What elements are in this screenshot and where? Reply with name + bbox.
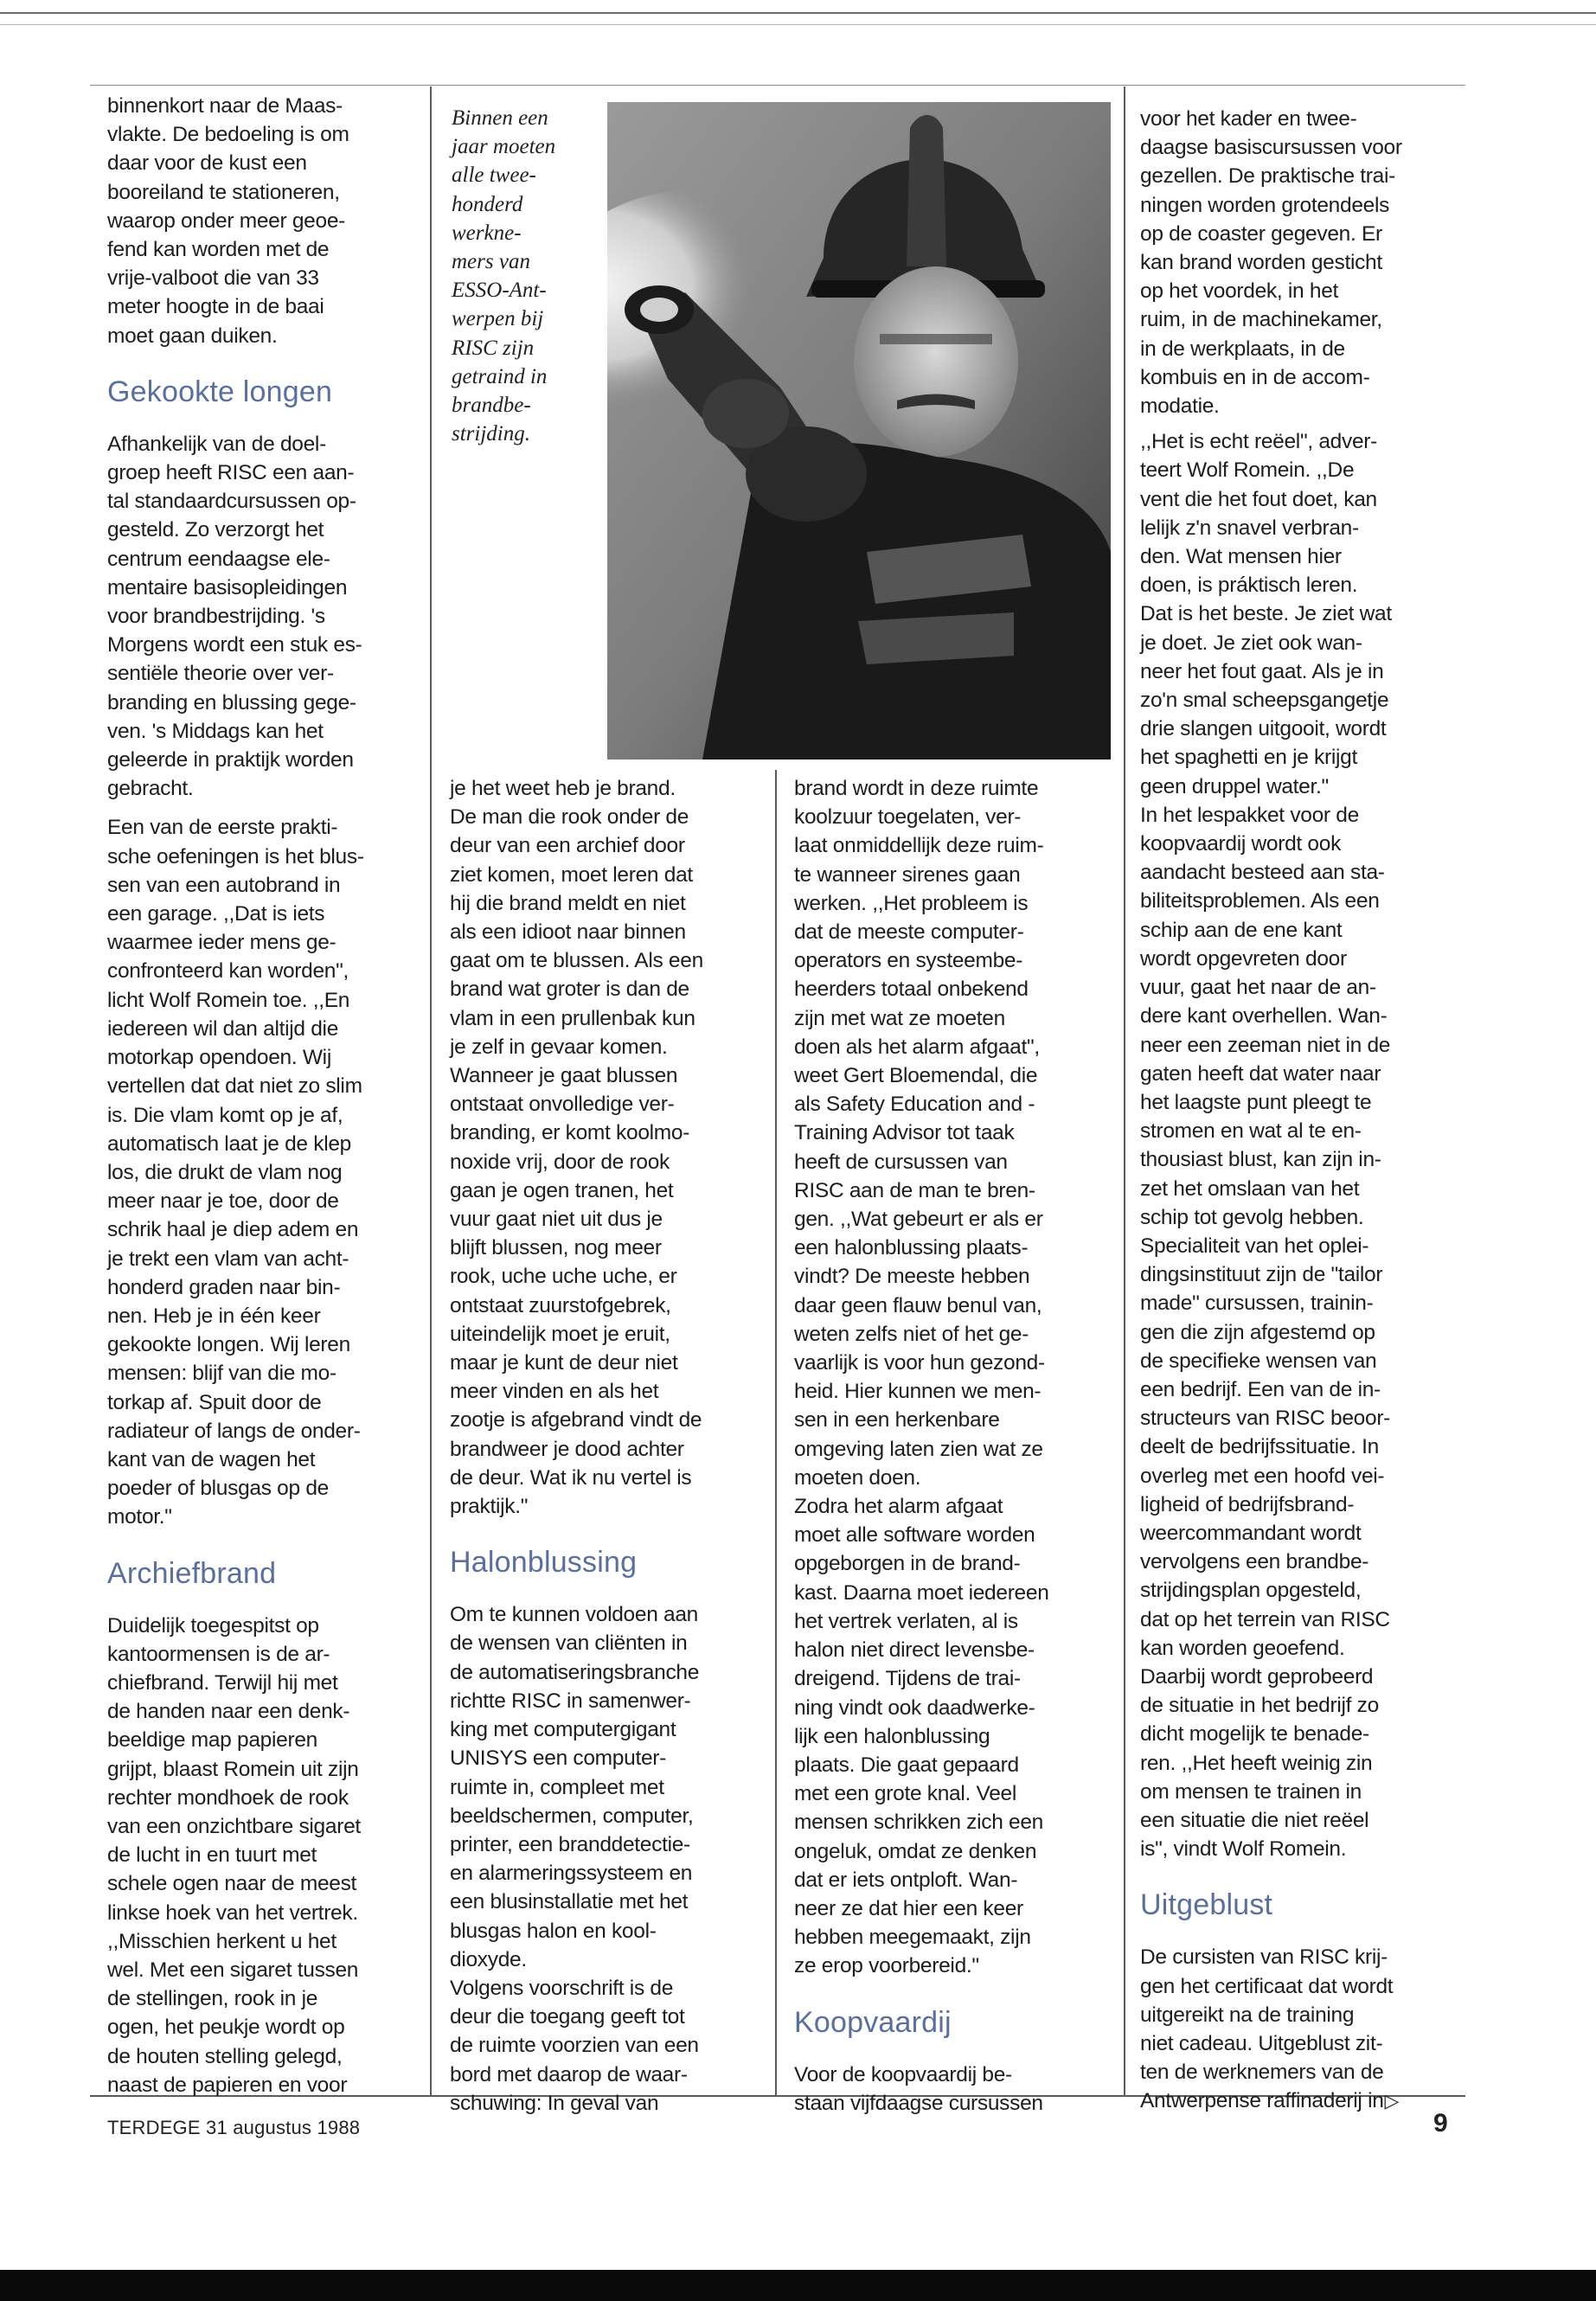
content-top-rule — [90, 85, 1465, 86]
section-heading-uitgeblust: Uitgeblust — [1140, 1888, 1273, 1922]
continue-arrow-icon: ▷ — [1384, 2090, 1400, 2112]
photo-caption: Binnen een jaar moeten alle twee- honderd werkne- mers van ESSO-Ant- werpen bij RISC zijn getraind in brandbe- strijding. — [452, 106, 556, 446]
column-2 — [450, 774, 770, 2118]
section-heading-halonblussing: Halonblussing — [450, 1546, 638, 1580]
paragraph: Duidelijk toegespitst op kantoormensen is de ar- chiefbrand. Terwijl hij met de handen naar een denk- beeldige map papieren grijpt, blaast Romein uit zijn rechter mondhoek de rook van een onzichtbare sigaret de lucht in en tuurt met schele ogen naar de meest linkse hoek van het vertrek. ,,Misschien herkent u het wel. Met een sigaret tussen de stellingen, rook in je ogen, het peukje wordt op de houten stelling gelegd, naast de papieren en voor — [107, 1613, 361, 2097]
spacer — [107, 803, 426, 813]
section-heading-archiefbrand: Archiefbrand — [107, 1556, 277, 1590]
spacer — [1140, 420, 1467, 427]
paragraph: Om te kunnen voldoen aan de wensen van cliënten in de automatiseringsbranche richtte RISC in samenwer- king met computergigant UNISYS een computer- ruimte in, compleet met beeldschermen, computer, printer, een branddetectie- en alarmeringssysteem en een blusinstallatie met het blusgas halon en kool- dioxyde. Volgens voorschrift is de deur die toegang geeft tot de ruimte voorzien van een bord met daarop de waar- schuwing: In geval van — [450, 1603, 700, 2115]
column-rule-3 — [775, 770, 777, 2095]
paragraph: ,,Het is echt reëel", adver- teert Wolf Romein. ,,De vent die het fout doet, kan lelijk z'n snavel verbran- den. Wat mensen hier doen, is práktisch leren. Dat is het beste. Je ziet wat je doet. Je ziet ook wan- neer het fout gaat. Als je in zo'n smal scheepsgangetje drie slangen uitgooit, wordt het spaghetti en je krijgt geen druppel water." In het lespakket voor de koopvaardij wordt ook aandacht besteed aan sta- biliteitsproblemen. Als een schip aan de ene kant wordt opgevreten door vuur, gaat het naar de an- dere kant overhellen. Wan- neer een zeeman niet in de gaten heeft dat water naar het laagste punt pleegt te stromen en wat al te en- thousiast blust, kan zijn in- zet het omslaan van het schip tot gevolg hebben. Specialiteit van het oplei- dingsinstituut zijn de "tailor made" cursussen, trainin- gen die zijn afgestemd op de specifieke wensen van een bedrijf. Een van de in- structeurs van RISC beoor- deelt de bedrijfssituatie. In overleg met een hoofd vei- ligheid of bedrijfsbrand- weercommandant wordt vervolgens een brandbe- strijdingsplan opgesteld, dat op het terrein van RISC kan worden geoefend. Daarbij wordt geprobeerd de situatie in het bedrijf zo dicht mogelijk te benade- ren. ,,Het heeft weinig zin om mensen te trainen in een situatie die niet reëel is", vindt Wolf Romein. — [1140, 430, 1392, 1862]
paragraph: brand wordt in deze ruimte koolzuur toegelaten, ver- laat onmiddellijk deze ruim- te wanneer sirenes gaan werken. ,,Het probleem is dat de meeste computer- operators en systeembe- heerders totaal onbekend zijn met wat ze moeten doen als het alarm afgaat", weet Gert Bloemendal, die als Safety Education and - Training Advisor tot taak heeft de cursussen van RISC aan de man te bren- gen. ,,Wat gebeurt er als er een halonblussing plaats- vindt? De meeste hebben daar geen flauw benul van, weten zelfs niet of het ge- vaarlijk is voor hun gezond- heid. Hier kunnen we men- sen in een herkenbare omgeving laten zien wat ze moeten doen. Zodra het alarm afgaat moet alle software worden opgeborgen in de brand- kast. Daarna moet iedereen het vertrek verlaten, al is halon niet direct levensbe- dreigend. Tijdens de trai- ning vindt ook daadwerke- lijk een halonblussing plaats. Die gaat gepaard met een grote knal. Veel mensen schrikken zich een ongeluk, omdat ze denken dat er iets ontploft. Wan- neer ze dat hier een keer hebben meegemaakt, zijn ze erop voorbereid." — [794, 777, 1049, 1978]
column-1 — [107, 92, 426, 2099]
paragraph-text: De cursisten van RISC krij- gen het certificaat dat wordt uitgereikt na de training niet cadeau. Uitgeblust zit- ten de werknemers van de Antwerpense raffinaderij in — [1140, 1945, 1394, 2113]
paragraph-last — [1140, 1943, 1467, 2115]
paragraph: je het weet heb je brand. De man die rook onder de deur van een archief door ziet komen, moet leren dat hij die brand meldt en niet als een idioot naar binnen gaat om te blussen. Als een brand wat groter is dan de vlam in een prullenbak kun je zelf in gevaar komen. Wanneer je gaat blussen ontstaat onvolledige ver- branding, er komt koolmo- noxide vrij, door de rook gaan je ogen tranen, het vuur gaat niet uit dus je blijft blussen, nog meer rook, uche uche uche, er ontstaat zuurstofgebrek, uiteindelijk moet je eruit, maar je kunt de deur niet meer vinden en als het zootje is afgebrand vindt de brandweer je dood achter de deur. Wat ik nu vertel is praktijk." — [450, 777, 703, 1519]
column-4 — [1140, 105, 1467, 2116]
firefighter-photo — [607, 102, 1111, 760]
column-rule-1 — [430, 87, 432, 2095]
top-rule — [0, 12, 1596, 14]
column-3 — [794, 774, 1118, 2118]
publication-footer: TERDEGE 31 augustus 1988 — [107, 2117, 361, 2138]
column-rule-2 — [1124, 87, 1125, 2095]
paragraph: voor het kader en twee- daagse basiscursussen voor gezellen. De praktische trai- ningen worden grotendeels op de coaster gegeven. Er kan brand worden gesticht op het voordek, in het ruim, in de machinekamer, in de werkplaats, in de kombuis en in de accom- modatie. — [1140, 107, 1402, 419]
paragraph: Een van de eerste prakti- sche oefeningen is het blus- sen van een autobrand in een garage. ,,Dat is iets waarmee ieder mens ge- confronteerd kan worden", licht Wolf Romein toe. ,,En iedereen wil dan altijd die motorkap opendoen. Wij vertellen dat dat niet zo slim is. Die vlam komt op je af, automatisch laat je de klep los, die drukt de vlam nog meer naar je toe, door de schrik haal je diep adem en je trekt een vlam van acht- honderd graden naar bin- nen. Heb je in één keer gekookte longen. Wij leren mensen: blijf van die mo- torkap af. Spuit door de radiateur of langs de onder- kant van de wagen het poeder of blusgas op de motor." — [107, 816, 364, 1529]
bottom-scan-edge — [0, 2270, 1596, 2301]
paragraph: Afhankelijk van de doel- groep heeft RISC een aan- tal standaardcursussen op- gesteld. Zo verzorgt het centrum eendaagse ele- mentaire basisopleidingen voor brandbestrijding. 's Morgens wordt een stuk es- sentiële theorie over ver- branding en blussing gege- ven. 's Middags kan het geleerde in praktijk worden gebracht. — [107, 432, 362, 801]
section-heading-gekookte-longen: Gekookte longen — [107, 375, 333, 408]
paragraph: binnenkort naar de Maas- vlakte. De bedoeling is om daar voor de kust een booreiland te stationeren, waarop onder meer geoe- fend kan worden met de vrije-valboot die van 33 meter hoogte in de baai moet gaan duiken. — [107, 94, 349, 348]
section-heading-koopvaardij: Koopvaardij — [794, 2005, 952, 2039]
page-number: 9 — [1433, 2109, 1448, 2138]
top-thin-rule — [0, 24, 1596, 25]
paragraph: Voor de koopvaardij be- staan vijfdaagse cursussen — [794, 2062, 1043, 2115]
